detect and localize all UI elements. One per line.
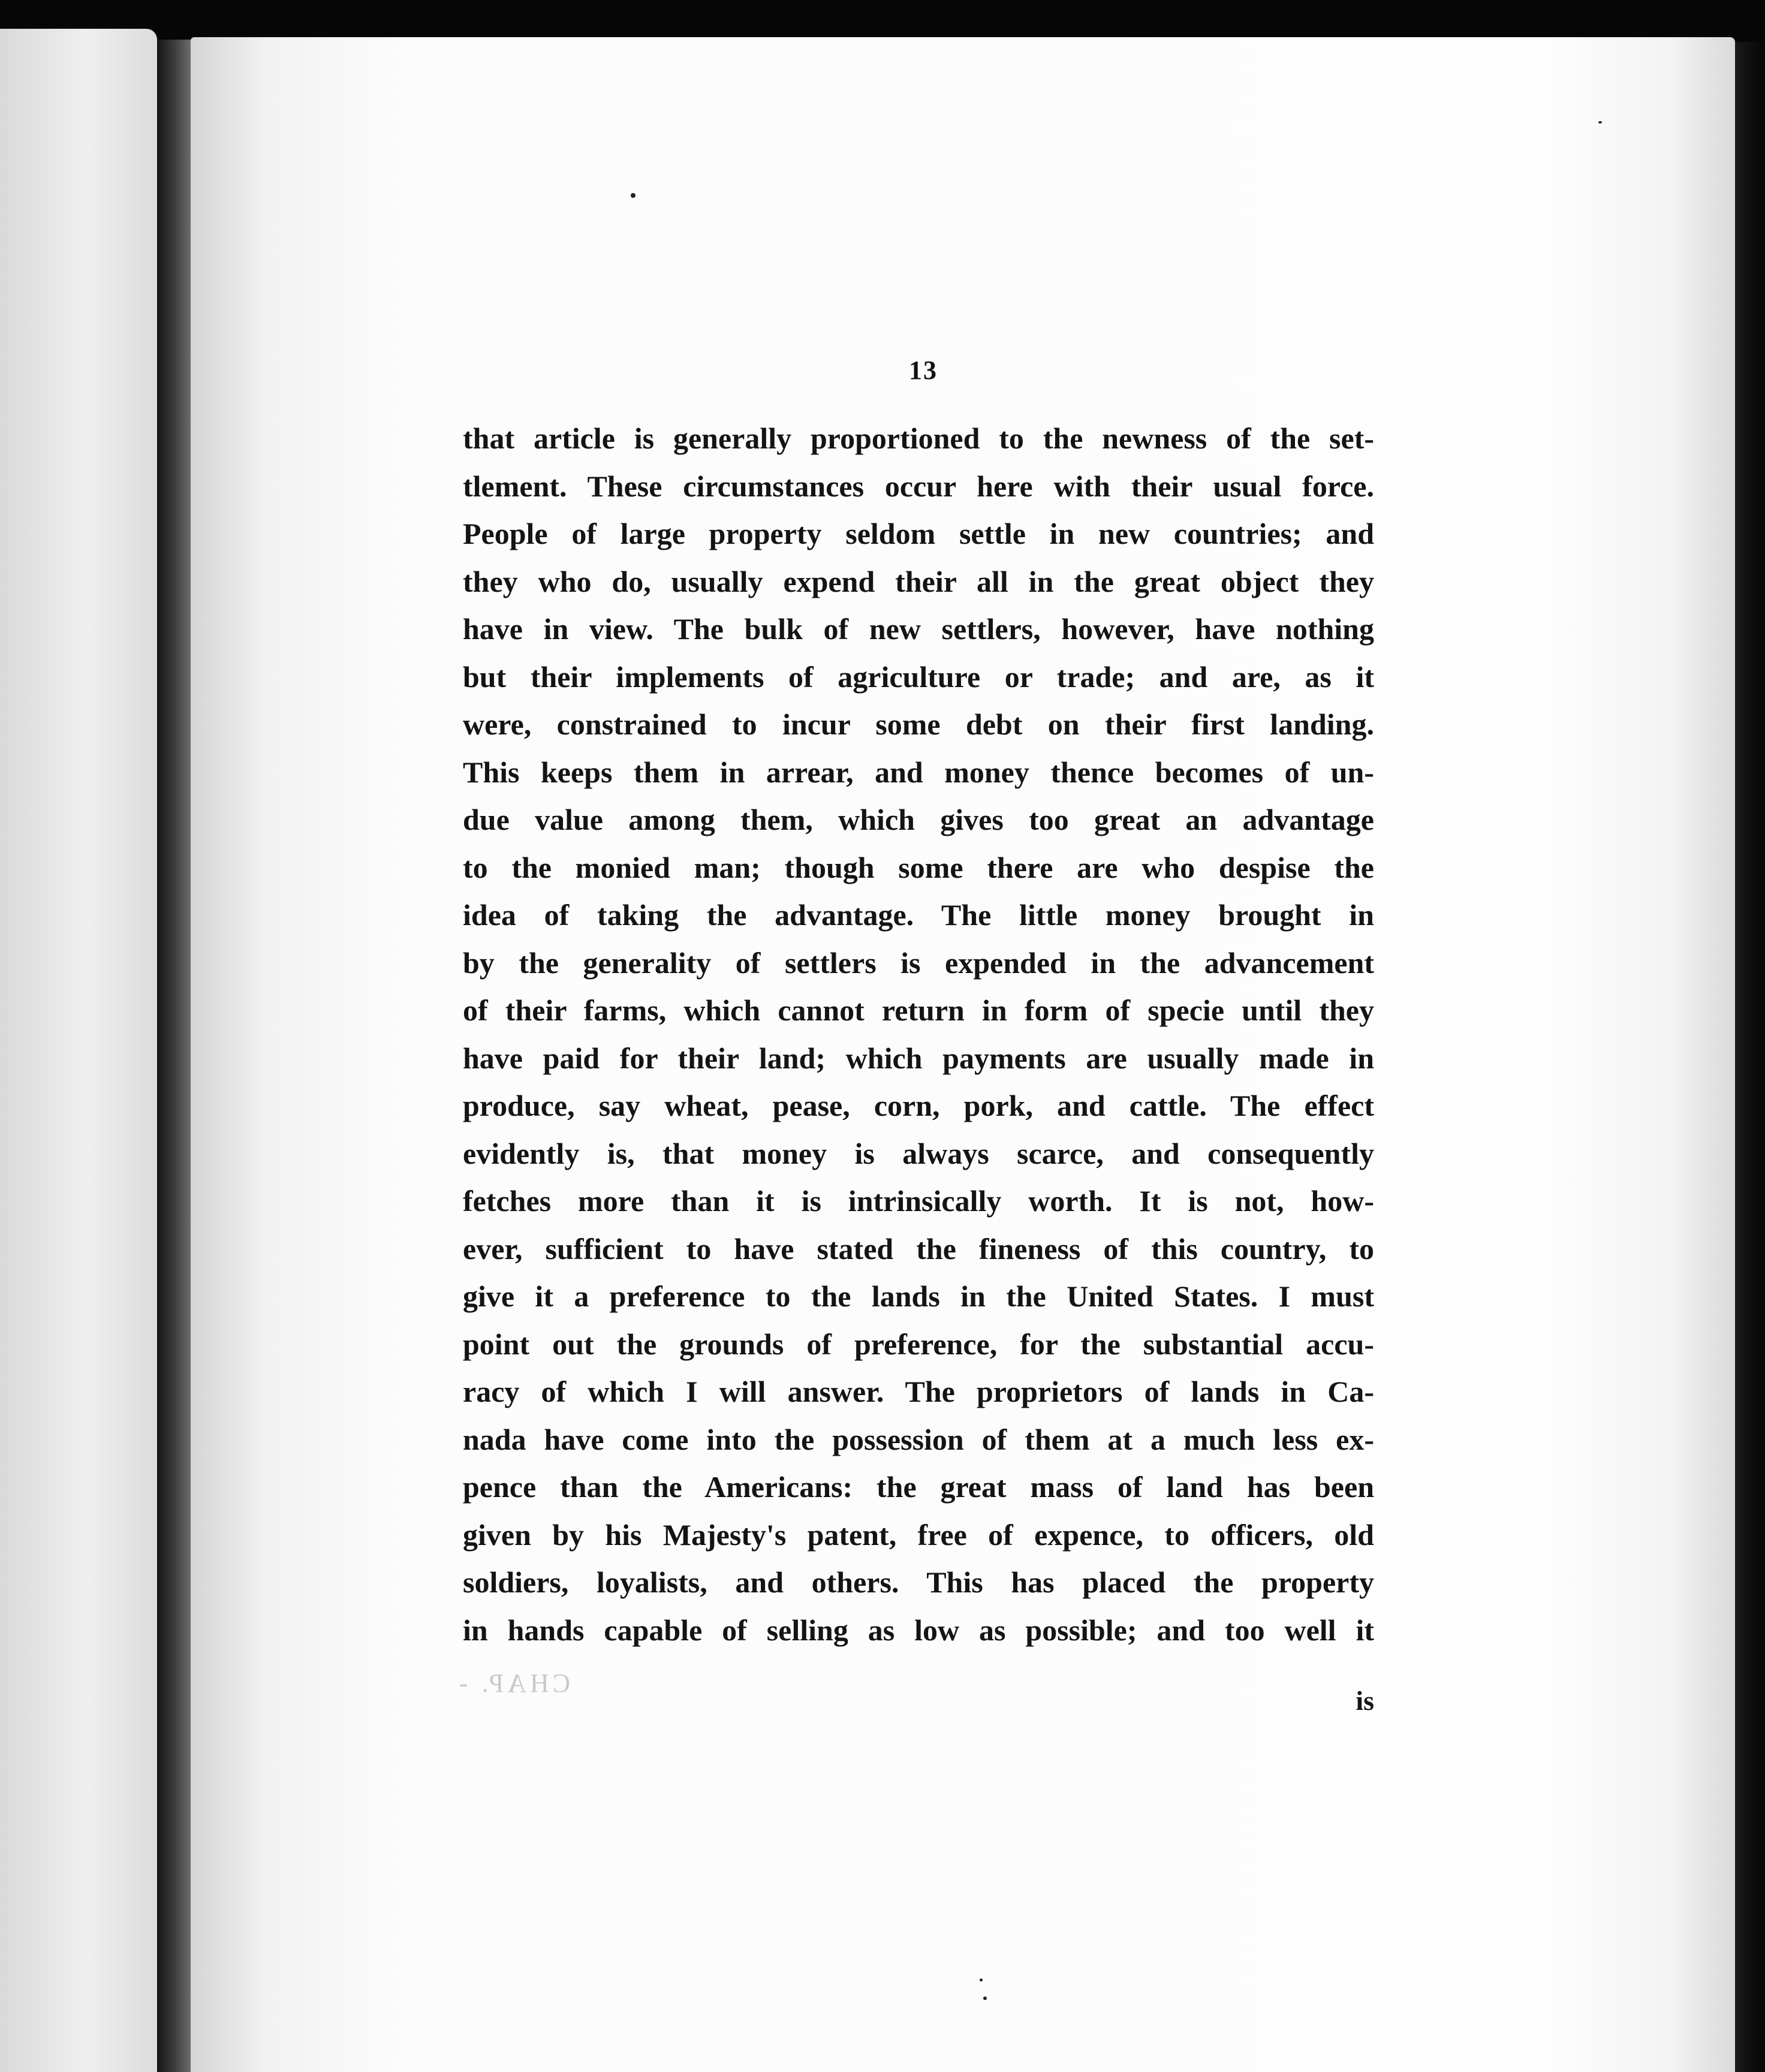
text-line: ever, sufficient to have stated the fineness of this country, to <box>463 1231 1374 1266</box>
facing-page-edge <box>0 29 157 2072</box>
text-line: soldiers, loyalists, and others. This has placed the property <box>463 1565 1374 1599</box>
text-line: This keeps them in arrear, and money thence becomes of un- <box>463 755 1374 789</box>
text-line: fetches more than it is intrinsically worth. It is not, how- <box>463 1184 1374 1218</box>
dust-speck <box>980 1978 983 1981</box>
text-line: they who do, usually expend their all in the great object they <box>463 564 1374 598</box>
text-line: tlement. These circumstances occur here with their usual force. <box>463 469 1374 503</box>
text-line: by the generality of settlers is expended in the advancement <box>463 945 1374 980</box>
catchword: is <box>1356 1685 1374 1716</box>
page-edge-right <box>1735 42 1765 2072</box>
text-line: idea of taking the advantage. The little money brought in <box>463 898 1374 932</box>
text-line: to the monied man; though some there are who despise the <box>463 850 1374 884</box>
text-line: but their implements of agriculture or trade; and are, as it <box>463 659 1374 694</box>
text-line: pence than the Americans: the great mass of land has been <box>463 1470 1374 1504</box>
text-line: have in view. The bulk of new settlers, however, have nothing <box>463 612 1374 646</box>
dust-speck <box>631 193 635 198</box>
dust-speck <box>1598 121 1602 124</box>
text-line: evidently is, that money is always scarce, and consequently <box>463 1136 1374 1170</box>
text-line: nada have come into the possession of them at a much less ex- <box>463 1422 1374 1456</box>
text-line: produce, say wheat, pease, corn, pork, and cattle. The effect <box>463 1089 1374 1122</box>
text-line: have paid for their land; which payments are usually made in <box>463 1041 1374 1075</box>
page-number: 13 <box>909 356 938 385</box>
text-line: racy of which I will answer. The proprietors of lands in Ca- <box>463 1375 1374 1408</box>
text-line: in hands capable of selling as low as possible; and too well it <box>463 1613 1374 1647</box>
text-line: were, constrained to incur some debt on their first landing. <box>463 707 1374 741</box>
text-line: due value among them, which gives too great an advantage <box>463 803 1374 836</box>
body-text <box>463 415 1374 1654</box>
text-line: point out the grounds of preference, for the substantial accu- <box>463 1327 1374 1361</box>
text-line: that article is generally proportioned to the newness of the set- <box>463 421 1374 455</box>
text-line: give it a preference to the lands in the United States. I must <box>463 1279 1374 1313</box>
show-through-text: CHAP. - <box>456 1669 571 1698</box>
text-line: of their farms, which cannot return in form of specie until they <box>463 993 1374 1027</box>
dust-speck <box>983 1996 987 2000</box>
text-line: given by his Majesty's patent, free of expence, to officers, old <box>463 1517 1374 1552</box>
text-line: People of large property seldom settle in new countries; and <box>463 517 1374 550</box>
